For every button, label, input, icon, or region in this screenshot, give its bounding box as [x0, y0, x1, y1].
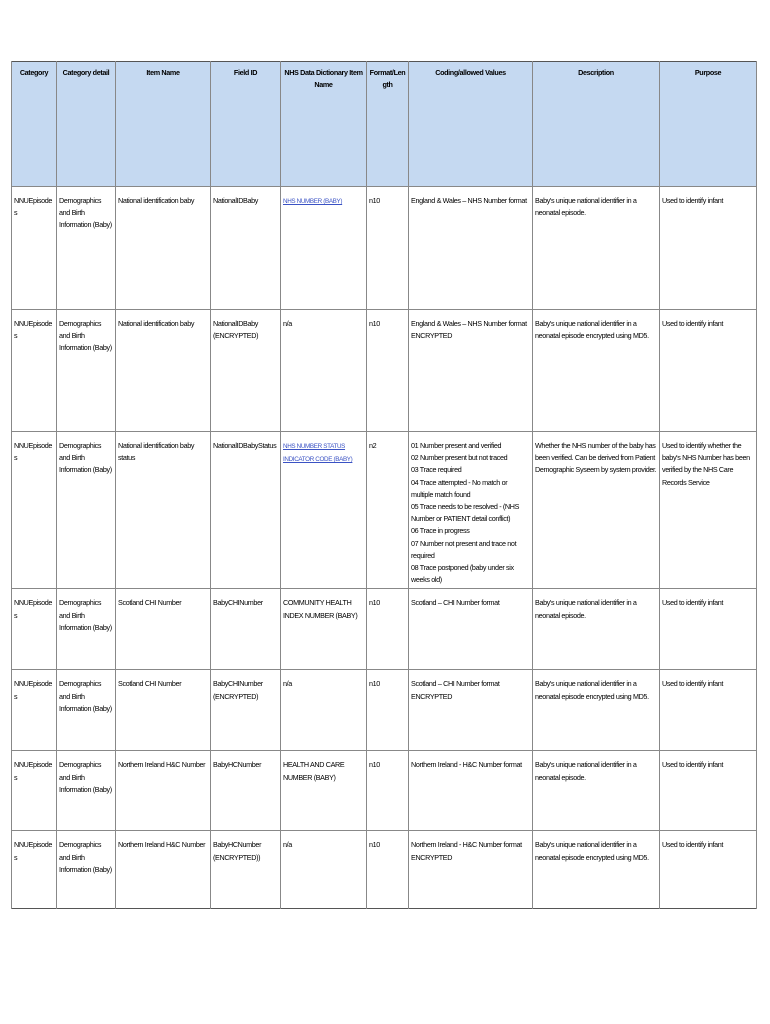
coding-value: 06 Trace in progress — [411, 526, 470, 536]
cell-description: Baby's unique national identifier in a neonatal episode. — [533, 187, 660, 310]
cell-category: NNUEpisodes — [12, 751, 57, 831]
cell-category-detail: Demographics and Birth Information (Baby) — [57, 751, 116, 831]
data-dictionary-link[interactable]: NHS NUMBER (BABY) — [283, 198, 343, 205]
header-purpose: Purpose — [660, 62, 757, 187]
cell-category: NNUEpisodes — [12, 432, 57, 589]
table-row — [12, 831, 757, 909]
cell-coding-allowed-values — [409, 751, 533, 831]
cell-item-name: Northern Ireland H&C Number — [116, 751, 211, 831]
cell-field-id: BabyHCNumber (ENCRYPTED)) — [211, 831, 281, 909]
cell-category: NNUEpisodes — [12, 187, 57, 310]
header-field-id: Field ID — [211, 62, 281, 187]
cell-description: Whether the NHS number of the baby has been verified. Can be derived from Patient Demographic Syseem by system provider. — [533, 432, 660, 589]
cell-field-id: NationalIDBaby — [211, 187, 281, 310]
cell-format-length: n10 — [367, 670, 409, 751]
cell-coding-allowed-values — [409, 187, 533, 310]
table-row — [12, 187, 757, 310]
header-category: Category — [12, 62, 57, 187]
cell-description: Baby's unique national identifier in a neonatal episode. — [533, 589, 660, 670]
cell-purpose: Used to identify infant — [660, 670, 757, 751]
cell-field-id: NationalIDBaby (ENCRYPTED) — [211, 310, 281, 432]
coding-value: England & Wales – NHS Number format — [411, 196, 527, 205]
coding-value: England & Wales – NHS Number format ENCRYPTED — [411, 319, 527, 341]
coding-value: Scotland – CHI Number format — [411, 598, 500, 608]
cell-purpose: Used to identify infant — [660, 831, 757, 909]
cell-item-name: Scotland CHI Number — [116, 670, 211, 751]
cell-field-id: BabyHCNumber — [211, 751, 281, 831]
cell-nhs-data-dictionary-item-name: HEALTH AND CARE NUMBER (BABY) — [281, 751, 367, 831]
cell-nhs-data-dictionary-item-name: n/a — [281, 670, 367, 751]
cell-category: NNUEpisodes — [12, 589, 57, 670]
header-nhs-data-dictionary-item-name: NHS Data Dictionary Item Name — [281, 62, 367, 187]
cell-item-name: National identification baby — [116, 310, 211, 432]
cell-category-detail: Demographics and Birth Information (Baby) — [57, 831, 116, 909]
cell-format-length: n10 — [367, 310, 409, 432]
coding-value: 05 Trace needs to be resolved - (NHS Number or PATIENT detail conflict) — [411, 502, 520, 524]
cell-coding-allowed-values — [409, 432, 533, 589]
coding-value: 08 Trace postponed (baby under six weeks old) — [411, 563, 514, 585]
cell-purpose: Used to identify infant — [660, 187, 757, 310]
table-row — [12, 432, 757, 589]
cell-description: Baby's unique national identifier in a neonatal episode encrypted using MD5. — [533, 670, 660, 751]
cell-category-detail: Demographics and Birth Information (Baby) — [57, 432, 116, 589]
cell-nhs-data-dictionary-item-name — [281, 432, 367, 589]
cell-description: Baby's unique national identifier in a neonatal episode encrypted using MD5. — [533, 310, 660, 432]
coding-value: Scotland – CHI Number format ENCRYPTED — [411, 679, 500, 701]
header-coding-allowed-values: Coding/allowed Values — [409, 62, 533, 187]
cell-nhs-data-dictionary-item-name — [281, 187, 367, 310]
coding-value: 02 Number present but not traced — [411, 453, 508, 463]
cell-field-id: NationalIDBabyStatus — [211, 432, 281, 589]
cell-item-name: Scotland CHI Number — [116, 589, 211, 670]
table-row — [12, 310, 757, 432]
cell-coding-allowed-values — [409, 670, 533, 751]
cell-category-detail: Demographics and Birth Information (Baby) — [57, 187, 116, 310]
cell-category: NNUEpisodes — [12, 831, 57, 909]
cell-format-length: n10 — [367, 187, 409, 310]
cell-nhs-data-dictionary-item-name: COMMUNITY HEALTH INDEX NUMBER (BABY) — [281, 589, 367, 670]
cell-format-length: n10 — [367, 751, 409, 831]
cell-description: Baby's unique national identifier in a neonatal episode. — [533, 751, 660, 831]
cell-nhs-data-dictionary-item-name: n/a — [281, 831, 367, 909]
cell-purpose: Used to identify infant — [660, 751, 757, 831]
table-row — [12, 751, 757, 831]
table-row — [12, 670, 757, 751]
cell-field-id: BabyCHINumber (ENCRYPTED) — [211, 670, 281, 751]
cell-format-length: n10 — [367, 589, 409, 670]
cell-format-length: n2 — [367, 432, 409, 589]
coding-value: 04 Trace attempted - No match or multiple match found — [411, 477, 508, 499]
cell-coding-allowed-values — [409, 831, 533, 909]
cell-nhs-data-dictionary-item-name: n/a — [281, 310, 367, 432]
cell-category-detail: Demographics and Birth Information (Baby) — [57, 310, 116, 432]
cell-item-name: Northern Ireland H&C Number — [116, 831, 211, 909]
header-category-detail: Category detail — [57, 62, 116, 187]
cell-category: NNUEpisodes — [12, 310, 57, 432]
cell-coding-allowed-values — [409, 589, 533, 670]
cell-category-detail: Demographics and Birth Information (Baby) — [57, 670, 116, 751]
coding-value: Northern Ireland - H&C Number format — [411, 760, 522, 770]
table-row — [12, 589, 757, 670]
cell-description: Baby's unique national identifier in a neonatal episode encrypted using MD5. — [533, 831, 660, 909]
cell-purpose: Used to identify whether the baby's NHS Number has been verified by the NHS Care Records Service — [660, 432, 757, 589]
cell-purpose: Used to identify infant — [660, 589, 757, 670]
data-dictionary-link[interactable]: NHS NUMBER STATUS INDICATOR CODE (BABY) — [283, 443, 353, 464]
cell-purpose: Used to identify infant — [660, 310, 757, 432]
coding-value: 01 Number present and verified — [411, 441, 502, 450]
header-description: Description — [533, 62, 660, 187]
coding-value: 07 Number not present and trace not required — [411, 538, 517, 560]
cell-coding-allowed-values — [409, 310, 533, 432]
coding-value: 03 Trace required — [411, 465, 462, 475]
header-row — [12, 62, 757, 187]
coding-value: Northern Ireland - H&C Number format ENCRYPTED — [411, 840, 522, 862]
cell-category-detail: Demographics and Birth Information (Baby) — [57, 589, 116, 670]
data-specification-table — [11, 61, 757, 909]
cell-format-length: n10 — [367, 831, 409, 909]
cell-item-name: National identification baby status — [116, 432, 211, 589]
cell-item-name: National identification baby — [116, 187, 211, 310]
cell-field-id: BabyCHINumber — [211, 589, 281, 670]
header-item-name: Item Name — [116, 62, 211, 187]
cell-category: NNUEpisodes — [12, 670, 57, 751]
header-format-length: Format/Length — [367, 62, 409, 187]
